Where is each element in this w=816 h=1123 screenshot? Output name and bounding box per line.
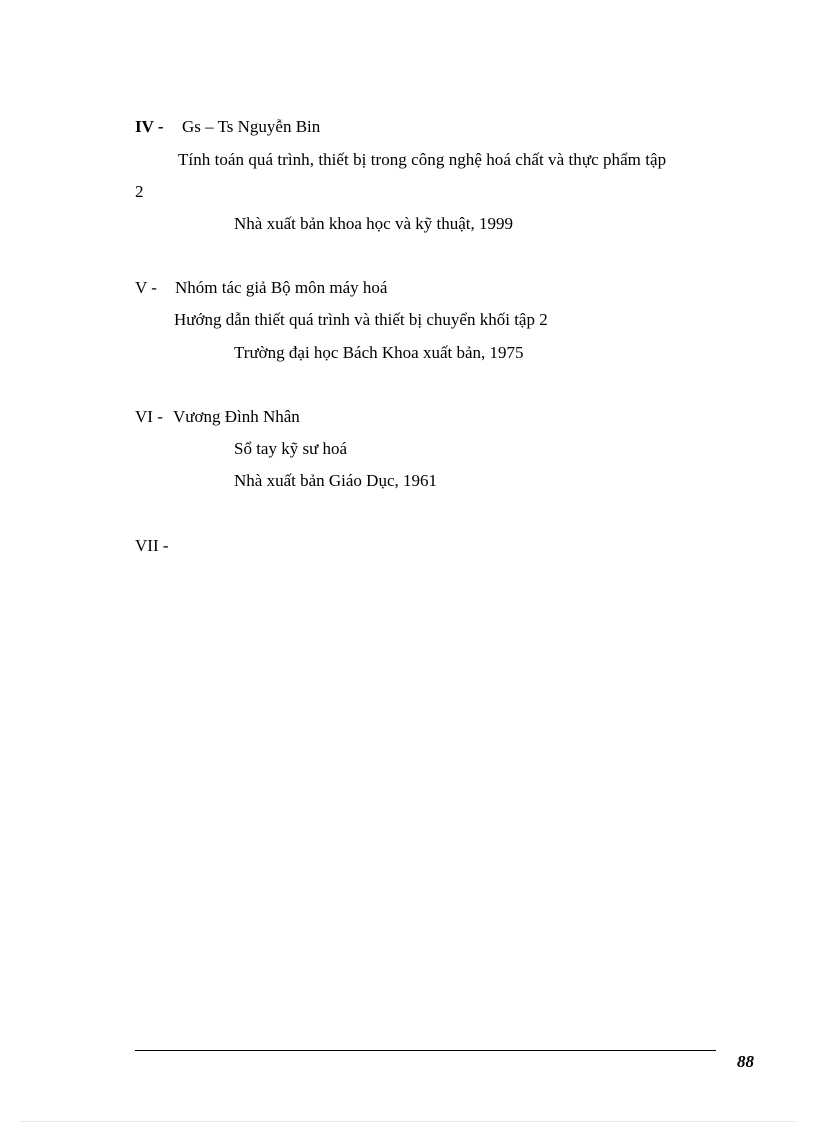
ref-v-numeral: V - bbox=[135, 278, 157, 297]
ref-iv-author: Gs – Ts Nguyễn Bin bbox=[182, 117, 321, 136]
ref-vi-author: Vương Đình Nhân bbox=[173, 407, 300, 426]
ref-vi-numeral: VI - bbox=[135, 407, 163, 426]
ref-iv-title: Tính toán quá trình, thiết bị trong công nghệ hoá chất và thực phẩm tập bbox=[178, 150, 667, 169]
ref-v-publisher: Trường đại học Bách Khoa xuất bản, 1975 bbox=[234, 343, 524, 362]
ref-vi-publisher: Nhà xuất bản Giáo Dục, 1961 bbox=[234, 471, 438, 490]
ref-vi-title: Sổ tay kỹ sư hoá bbox=[234, 439, 348, 458]
ref-v-title: Hướng dẫn thiết quá trình và thiết bị chuyển khối tập 2 bbox=[174, 310, 548, 329]
ref-v-author: Nhóm tác giả Bộ môn máy hoá bbox=[175, 278, 388, 297]
page-number: 88 bbox=[737, 1052, 754, 1071]
ref-iv-publisher: Nhà xuất bản khoa học và kỹ thuật, 1999 bbox=[234, 214, 514, 233]
page-bottom-edge bbox=[20, 1121, 796, 1122]
ref-vii-numeral: VII - bbox=[135, 536, 169, 555]
footer-rule bbox=[135, 1050, 716, 1051]
ref-iv-numeral: IV - bbox=[135, 117, 164, 136]
ref-iv-title-cont: 2 bbox=[135, 182, 144, 201]
